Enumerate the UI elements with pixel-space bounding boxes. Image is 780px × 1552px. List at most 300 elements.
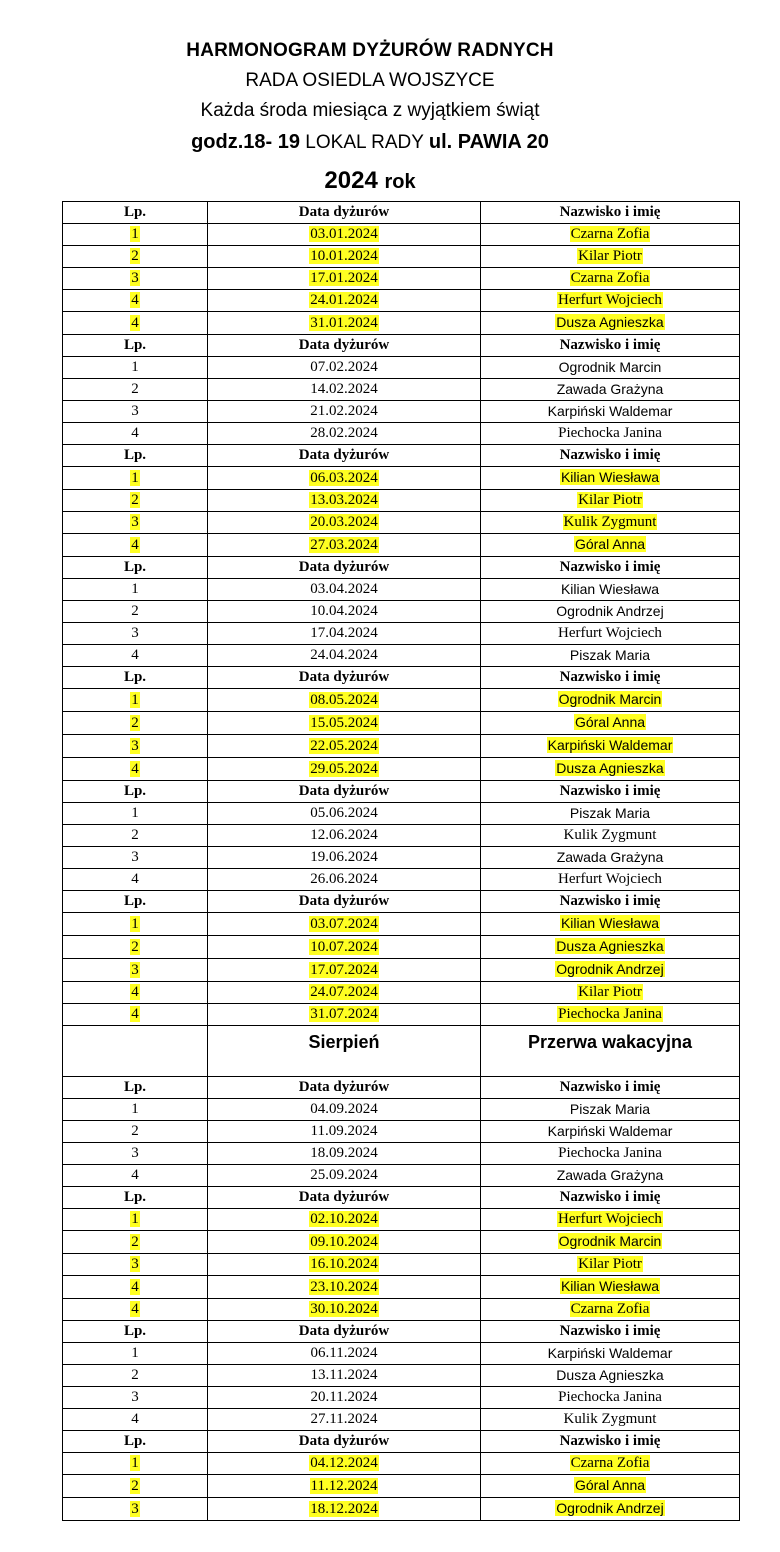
- row-number: 2: [63, 825, 208, 847]
- councillor-name: Karpiński Waldemar: [481, 1121, 740, 1143]
- duty-date: 26.06.2024: [208, 869, 481, 891]
- table-row: [63, 1121, 740, 1143]
- row-number: [63, 224, 208, 246]
- col-lp-header: Lp.: [63, 781, 208, 803]
- councillor-name: Dusza Agnieszka: [481, 1365, 740, 1387]
- duty-date: [208, 490, 481, 512]
- councillor-name-text: Kulik Zygmunt: [563, 514, 657, 530]
- duty-date: [208, 689, 481, 712]
- councillor-name: [481, 982, 740, 1004]
- col-date-header: Data dyżurów: [208, 202, 481, 224]
- document-title: HARMONOGRAM DYŻURÓW RADNYCH: [186, 40, 554, 61]
- col-lp-header: Lp.: [63, 1321, 208, 1343]
- row-number: 1: [63, 1099, 208, 1121]
- header-row: [63, 1431, 740, 1453]
- row-number: [63, 959, 208, 982]
- duty-date-text: 17.01.2024: [310, 270, 378, 286]
- address: ul. PAWIA 20: [428, 131, 549, 153]
- col-name-header: Nazwisko i imię: [481, 202, 740, 224]
- councillor-name: [481, 689, 740, 712]
- councillor-name-text: Ogrodnik Andrzej: [556, 1500, 664, 1516]
- row-number: [63, 512, 208, 534]
- row-number: [63, 1004, 208, 1026]
- councillor-name: Piszak Maria: [481, 803, 740, 825]
- councillor-name-text: Czarna Zofia: [570, 270, 650, 286]
- councillor-name-text: Ogrodnik Marcin: [558, 691, 662, 707]
- col-date-header: Data dyżurów: [208, 335, 481, 357]
- col-date-header: Data dyżurów: [208, 445, 481, 467]
- councillor-name-text: Kilian Wiesława: [560, 1278, 660, 1294]
- councillor-name-text: Czarna Zofia: [570, 1455, 650, 1471]
- councillor-name: [481, 1453, 740, 1475]
- duty-date: [208, 936, 481, 959]
- duty-date: [208, 712, 481, 735]
- row-number: [63, 1475, 208, 1498]
- councillor-name-text: Dusza Agnieszka: [556, 314, 664, 330]
- table-row: [63, 1409, 740, 1431]
- councillor-name: [481, 246, 740, 268]
- duty-date-text: 16.10.2024: [310, 1256, 378, 1272]
- table-row: [63, 623, 740, 645]
- councillor-name-text: Kilar Piotr: [578, 1256, 642, 1272]
- councillor-name: [481, 467, 740, 490]
- col-lp-header: Lp.: [63, 1431, 208, 1453]
- councillor-name: [481, 224, 740, 246]
- table-row: [63, 1276, 740, 1299]
- table-row: [63, 268, 740, 290]
- councillor-name: [481, 936, 740, 959]
- councillor-name: [481, 959, 740, 982]
- row-number-text: 2: [131, 248, 139, 264]
- table-row: [63, 357, 740, 379]
- table-row: [63, 1343, 740, 1365]
- councillor-name: [481, 268, 740, 290]
- councillor-name-text: Góral Anna: [574, 714, 646, 730]
- duty-date: [208, 913, 481, 936]
- councillor-name: [481, 1209, 740, 1231]
- councillor-name-text: Dusza Agnieszka: [556, 760, 664, 776]
- row-number-text: 3: [131, 961, 139, 978]
- schedule-note: Każda środa miesiąca z wyjątkiem świąt: [200, 100, 540, 121]
- duty-date-text: 11.12.2024: [310, 1477, 378, 1494]
- councillor-name: Piechocka Janina: [481, 1387, 740, 1409]
- duty-date: 07.02.2024: [208, 357, 481, 379]
- councillor-name-text: Herfurt Wojciech: [558, 292, 662, 308]
- row-number: 4: [63, 423, 208, 445]
- table-row: [63, 645, 740, 667]
- row-number-text: 1: [131, 469, 139, 486]
- councillor-name: Kulik Zygmunt: [481, 1409, 740, 1431]
- table-row: [63, 758, 740, 781]
- row-number-text: 4: [131, 760, 139, 777]
- councillor-name-text: Kilian Wiesława: [560, 469, 660, 485]
- header-row: [63, 445, 740, 467]
- councillor-name: [481, 490, 740, 512]
- councillor-name: [481, 1004, 740, 1026]
- row-number: [63, 246, 208, 268]
- row-number: [63, 268, 208, 290]
- col-lp-header: Lp.: [63, 1187, 208, 1209]
- councillor-name: [481, 1498, 740, 1521]
- col-name-header: Nazwisko i imię: [481, 557, 740, 579]
- councillor-name: [481, 512, 740, 534]
- councillor-name: [481, 1475, 740, 1498]
- table-row: [63, 534, 740, 557]
- councillor-name-text: Piechocka Janina: [558, 1006, 662, 1022]
- col-date-header: Data dyżurów: [208, 1077, 481, 1099]
- row-number: 2: [63, 1365, 208, 1387]
- duty-date: [208, 268, 481, 290]
- duty-date: [208, 1209, 481, 1231]
- duty-date: 13.11.2024: [208, 1365, 481, 1387]
- councillor-name-text: Kilar Piotr: [578, 984, 642, 1000]
- table-row: [63, 290, 740, 312]
- duty-date: [208, 224, 481, 246]
- duty-date-text: 10.01.2024: [310, 248, 378, 264]
- councillor-name: [481, 758, 740, 781]
- councillor-name: [481, 534, 740, 557]
- duty-date: 11.09.2024: [208, 1121, 481, 1143]
- table-row: [63, 803, 740, 825]
- duty-date-text: 22.05.2024: [310, 737, 378, 754]
- row-number: [63, 735, 208, 758]
- councillor-name: Zawada Grażyna: [481, 379, 740, 401]
- row-number: [63, 758, 208, 781]
- duty-date-text: 24.01.2024: [310, 292, 378, 308]
- row-number: [63, 490, 208, 512]
- table-row: [63, 689, 740, 712]
- councillor-name: Herfurt Wojciech: [481, 869, 740, 891]
- row-number-text: 4: [131, 536, 139, 553]
- row-number: 4: [63, 869, 208, 891]
- duty-date: [208, 1004, 481, 1026]
- table-row: [63, 312, 740, 335]
- row-number-text: 4: [131, 1278, 139, 1295]
- councillor-name-text: Kilar Piotr: [578, 492, 642, 508]
- row-number: [63, 936, 208, 959]
- col-name-header: Nazwisko i imię: [481, 1187, 740, 1209]
- row-number: [63, 712, 208, 735]
- header-row: [63, 1077, 740, 1099]
- col-date-header: Data dyżurów: [208, 1321, 481, 1343]
- councillor-name: Herfurt Wojciech: [481, 623, 740, 645]
- row-number-text: 3: [131, 514, 139, 530]
- duty-date: [208, 735, 481, 758]
- row-number: 2: [63, 379, 208, 401]
- table-row: [63, 1004, 740, 1026]
- col-lp-header: Lp.: [63, 557, 208, 579]
- councillor-name: [481, 913, 740, 936]
- table-row: [63, 1498, 740, 1521]
- table-row: [63, 1165, 740, 1187]
- row-number-text: 3: [131, 1500, 139, 1517]
- duty-schedule-table: [62, 201, 740, 1521]
- duty-date: 04.09.2024: [208, 1099, 481, 1121]
- row-number: [63, 689, 208, 712]
- row-number-text: 4: [131, 314, 139, 331]
- header-row: [63, 891, 740, 913]
- table-row: [63, 401, 740, 423]
- row-number: [63, 1209, 208, 1231]
- duty-date-text: 03.01.2024: [310, 226, 378, 242]
- col-name-header: Nazwisko i imię: [481, 1431, 740, 1453]
- row-number-text: 2: [131, 1477, 139, 1494]
- table-row: [63, 579, 740, 601]
- col-date-header: Data dyżurów: [208, 667, 481, 689]
- table-row: [63, 1254, 740, 1276]
- row-number-text: 1: [131, 226, 139, 242]
- row-number-text: 4: [131, 1301, 139, 1317]
- row-number: 3: [63, 1387, 208, 1409]
- duty-date-text: 27.03.2024: [310, 536, 378, 553]
- table-row: [63, 735, 740, 758]
- header-row: [63, 335, 740, 357]
- table-row: [63, 512, 740, 534]
- table-row: [63, 490, 740, 512]
- row-number-text: 1: [131, 1211, 139, 1227]
- duty-date-text: 06.03.2024: [310, 469, 378, 486]
- vacation-note: Przerwa wakacyjna: [481, 1026, 740, 1077]
- duty-date-text: 20.03.2024: [310, 514, 378, 530]
- councillor-name: Karpiński Waldemar: [481, 1343, 740, 1365]
- duty-date: 21.02.2024: [208, 401, 481, 423]
- duty-date: 20.11.2024: [208, 1387, 481, 1409]
- col-date-header: Data dyżurów: [208, 891, 481, 913]
- row-number-text: 2: [131, 714, 139, 731]
- duty-date: [208, 1254, 481, 1276]
- table-row: [63, 224, 740, 246]
- councillor-name: [481, 312, 740, 335]
- row-number-text: 3: [131, 1256, 139, 1272]
- councillor-name: Ogrodnik Marcin: [481, 357, 740, 379]
- row-number: 1: [63, 1343, 208, 1365]
- duty-date-text: 08.05.2024: [310, 691, 378, 708]
- col-lp-header: Lp.: [63, 202, 208, 224]
- duty-date: [208, 512, 481, 534]
- table-row: [63, 467, 740, 490]
- councillor-name: Piszak Maria: [481, 1099, 740, 1121]
- duty-date: [208, 982, 481, 1004]
- councillor-name: Ogrodnik Andrzej: [481, 601, 740, 623]
- row-number: 2: [63, 1121, 208, 1143]
- row-number: 3: [63, 401, 208, 423]
- councillor-name: [481, 712, 740, 735]
- row-number: [63, 312, 208, 335]
- duty-date: 14.02.2024: [208, 379, 481, 401]
- councillor-name-text: Czarna Zofia: [570, 1301, 650, 1317]
- hours-location: [0, 131, 740, 154]
- duty-date-text: 04.12.2024: [310, 1455, 378, 1471]
- row-number: [63, 913, 208, 936]
- month-cell: Sierpień: [208, 1026, 481, 1077]
- col-lp-header: Lp.: [63, 667, 208, 689]
- col-lp-header: Lp.: [63, 335, 208, 357]
- row-number: 1: [63, 803, 208, 825]
- table-row: [63, 959, 740, 982]
- table-row: [63, 379, 740, 401]
- duty-date: 25.09.2024: [208, 1165, 481, 1187]
- header-row: [63, 781, 740, 803]
- row-number-text: 2: [131, 938, 139, 955]
- duty-date: 19.06.2024: [208, 847, 481, 869]
- duty-date: [208, 246, 481, 268]
- councillor-name: Zawada Grażyna: [481, 1165, 740, 1187]
- councillor-name: Piechocka Janina: [481, 423, 740, 445]
- row-number: [63, 534, 208, 557]
- councillor-name-text: Ogrodnik Andrzej: [556, 961, 664, 977]
- councillor-name: Kulik Zygmunt: [481, 825, 740, 847]
- table-row: [63, 1365, 740, 1387]
- row-number-text: 4: [131, 984, 139, 1000]
- table-row: [63, 1099, 740, 1121]
- duty-date: 17.04.2024: [208, 623, 481, 645]
- table-row: [63, 246, 740, 268]
- councillor-name-text: Dusza Agnieszka: [556, 938, 664, 954]
- col-lp-header: Lp.: [63, 1077, 208, 1099]
- col-date-header: Data dyżurów: [208, 1431, 481, 1453]
- table-row: [63, 712, 740, 735]
- header-row: [63, 667, 740, 689]
- duty-date-text: 23.10.2024: [310, 1278, 378, 1295]
- duty-date-text: 31.01.2024: [310, 314, 378, 331]
- duty-date: 12.06.2024: [208, 825, 481, 847]
- col-date-header: Data dyżurów: [208, 557, 481, 579]
- councillor-name: Kilian Wiesława: [481, 579, 740, 601]
- table-row: [63, 913, 740, 936]
- table-row: [63, 847, 740, 869]
- row-number: [63, 1254, 208, 1276]
- duty-date-text: 30.10.2024: [310, 1301, 378, 1317]
- duty-date-text: 13.03.2024: [310, 492, 378, 508]
- councillor-name: Piszak Maria: [481, 645, 740, 667]
- councillor-name: Karpiński Waldemar: [481, 401, 740, 423]
- duty-date: [208, 290, 481, 312]
- col-name-header: Nazwisko i imię: [481, 667, 740, 689]
- table-row: [63, 601, 740, 623]
- table-row: [63, 869, 740, 891]
- row-number: [63, 1231, 208, 1254]
- councillor-name: [481, 290, 740, 312]
- row-number: 3: [63, 1143, 208, 1165]
- duty-date-text: 29.05.2024: [310, 760, 378, 777]
- header-row: [63, 1187, 740, 1209]
- col-lp-header: Lp.: [63, 891, 208, 913]
- col-name-header: Nazwisko i imię: [481, 1077, 740, 1099]
- duty-date-text: 02.10.2024: [310, 1211, 378, 1227]
- table-row: [63, 423, 740, 445]
- council-name: RADA OSIEDLA WOJSZYCE: [245, 70, 495, 91]
- header-row: [63, 1321, 740, 1343]
- councillor-name-text: Góral Anna: [574, 536, 646, 552]
- duty-date: [208, 467, 481, 490]
- year: 2024: [324, 167, 378, 194]
- col-name-header: Nazwisko i imię: [481, 445, 740, 467]
- duty-date: [208, 534, 481, 557]
- table-row: [63, 1143, 740, 1165]
- row-number-text: 1: [131, 691, 139, 708]
- row-number-text: 4: [131, 292, 139, 308]
- table-row: [63, 1209, 740, 1231]
- table-row: [63, 825, 740, 847]
- row-number-text: 3: [131, 737, 139, 754]
- councillor-name: [481, 1299, 740, 1321]
- councillor-name-text: Kilian Wiesława: [560, 915, 660, 931]
- year-suffix: rok: [384, 171, 416, 193]
- councillor-name-text: Góral Anna: [574, 1477, 646, 1493]
- row-number: 4: [63, 1409, 208, 1431]
- table-row: [63, 1299, 740, 1321]
- duty-date-text: 09.10.2024: [310, 1233, 378, 1250]
- table-row: [63, 1475, 740, 1498]
- row-number: [63, 467, 208, 490]
- row-number: [63, 290, 208, 312]
- councillor-name: Piechocka Janina: [481, 1143, 740, 1165]
- councillor-name-text: Czarna Zofia: [570, 226, 650, 242]
- duty-date: 06.11.2024: [208, 1343, 481, 1365]
- row-number: 1: [63, 579, 208, 601]
- row-number-text: 1: [131, 915, 139, 932]
- row-number: 4: [63, 1165, 208, 1187]
- hours: godz.18- 19: [191, 131, 301, 153]
- row-number-text: 2: [131, 1233, 139, 1250]
- row-number: [63, 1453, 208, 1475]
- year-heading: [0, 167, 740, 195]
- duty-date: [208, 1276, 481, 1299]
- duty-date: [208, 1475, 481, 1498]
- col-name-header: Nazwisko i imię: [481, 781, 740, 803]
- duty-date-text: 03.07.2024: [310, 915, 378, 932]
- duty-date: [208, 1231, 481, 1254]
- row-number: [63, 982, 208, 1004]
- duty-date: 27.11.2024: [208, 1409, 481, 1431]
- table-row: [63, 1387, 740, 1409]
- row-number: 2: [63, 601, 208, 623]
- duty-date-text: 17.07.2024: [310, 961, 378, 978]
- duty-date: 18.09.2024: [208, 1143, 481, 1165]
- duty-date: 05.06.2024: [208, 803, 481, 825]
- col-name-header: Nazwisko i imię: [481, 335, 740, 357]
- duty-date-text: 10.07.2024: [310, 938, 378, 955]
- empty-cell: [63, 1026, 208, 1077]
- row-number: [63, 1276, 208, 1299]
- row-number: 1: [63, 357, 208, 379]
- table-row: [63, 1453, 740, 1475]
- row-number: [63, 1299, 208, 1321]
- row-number: 4: [63, 645, 208, 667]
- header-row: [63, 557, 740, 579]
- councillor-name-text: Kilar Piotr: [578, 248, 642, 264]
- vacation-row: [63, 1026, 740, 1077]
- councillor-name-text: Herfurt Wojciech: [558, 1211, 662, 1227]
- councillor-name-text: Karpiński Waldemar: [547, 737, 673, 753]
- location-label: LOKAL RADY: [305, 132, 424, 153]
- councillor-name: Zawada Grażyna: [481, 847, 740, 869]
- duty-date: [208, 312, 481, 335]
- table-row: [63, 936, 740, 959]
- duty-date: [208, 1453, 481, 1475]
- row-number-text: 4: [131, 1006, 139, 1022]
- table-row: [63, 982, 740, 1004]
- duty-date: [208, 758, 481, 781]
- duty-date: 10.04.2024: [208, 601, 481, 623]
- duty-date: 28.02.2024: [208, 423, 481, 445]
- duty-date-text: 15.05.2024: [310, 714, 378, 731]
- col-name-header: Nazwisko i imię: [481, 1321, 740, 1343]
- col-date-header: Data dyżurów: [208, 1187, 481, 1209]
- duty-date: 24.04.2024: [208, 645, 481, 667]
- councillor-name-text: Ogrodnik Marcin: [558, 1233, 662, 1249]
- councillor-name: [481, 735, 740, 758]
